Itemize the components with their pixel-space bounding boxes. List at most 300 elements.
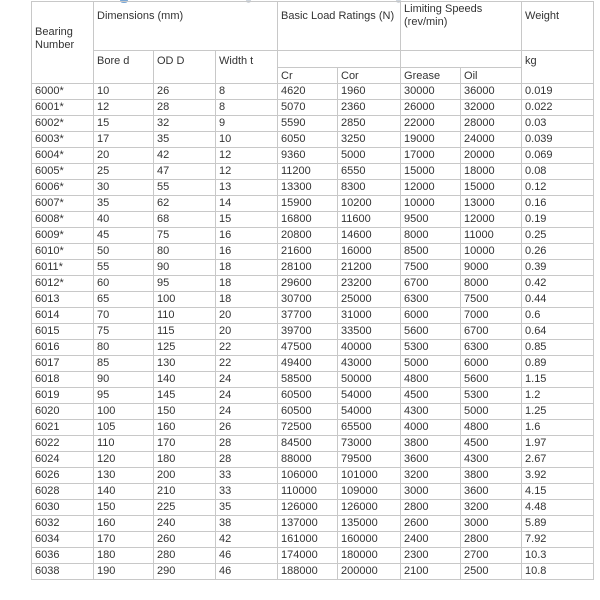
cell-cor: 135000: [338, 516, 401, 532]
table-row: [32, 324, 594, 340]
table-row: [32, 116, 594, 132]
table-row: [32, 132, 594, 148]
cell-grease: 7500: [401, 260, 461, 276]
cell-cr: 126000: [278, 500, 338, 516]
cell-width: 28: [216, 436, 278, 452]
cell-bore: 15: [94, 116, 154, 132]
cell-cr: 5070: [278, 100, 338, 116]
cell-od: 225: [154, 500, 216, 516]
col-header-limiting-speeds: Limiting Speeds (rev/min): [401, 2, 522, 51]
cell-cor: 50000: [338, 372, 401, 388]
cell-cr: 137000: [278, 516, 338, 532]
cell-width: 38: [216, 516, 278, 532]
table-header: [32, 2, 594, 84]
cell-cr: 11200: [278, 164, 338, 180]
cell-width: 18: [216, 276, 278, 292]
cell-cor: 1960: [338, 84, 401, 100]
cell-cr: 9360: [278, 148, 338, 164]
cell-grease: 6000: [401, 308, 461, 324]
cell-cor: 43000: [338, 356, 401, 372]
cell-bore: 20: [94, 148, 154, 164]
cell-weight: 0.039: [522, 132, 594, 148]
table-row: [32, 436, 594, 452]
cell-od: 55: [154, 180, 216, 196]
cell-cr: 47500: [278, 340, 338, 356]
cell-od: 210: [154, 484, 216, 500]
cell-bearing-number: 6003*: [32, 132, 94, 148]
cell-oil: 7500: [461, 292, 522, 308]
cell-bore: 180: [94, 548, 154, 564]
cell-cor: 160000: [338, 532, 401, 548]
cell-width: 18: [216, 260, 278, 276]
cell-cr: 4620: [278, 84, 338, 100]
table-row: [32, 452, 594, 468]
col-header-grease: Grease: [401, 68, 461, 84]
cell-cor: 2360: [338, 100, 401, 116]
cell-grease: 22000: [401, 116, 461, 132]
cell-grease: 26000: [401, 100, 461, 116]
cell-cor: 10200: [338, 196, 401, 212]
cell-cr: 21600: [278, 244, 338, 260]
cell-cr: 88000: [278, 452, 338, 468]
cell-grease: 8500: [401, 244, 461, 260]
table-row: [32, 420, 594, 436]
cell-cor: 79500: [338, 452, 401, 468]
cell-cr: 29600: [278, 276, 338, 292]
cell-bore: 80: [94, 340, 154, 356]
cell-width: 12: [216, 164, 278, 180]
cell-cor: 21200: [338, 260, 401, 276]
cell-od: 90: [154, 260, 216, 276]
cell-grease: 4300: [401, 404, 461, 420]
cell-cr: 106000: [278, 468, 338, 484]
cell-od: 170: [154, 436, 216, 452]
cell-od: 290: [154, 564, 216, 580]
cell-bearing-number: 6017: [32, 356, 94, 372]
cell-oil: 2500: [461, 564, 522, 580]
cell-bore: 130: [94, 468, 154, 484]
table-row: [32, 244, 594, 260]
table-row: [32, 276, 594, 292]
cell-weight: 0.44: [522, 292, 594, 308]
cell-bore: 140: [94, 484, 154, 500]
table-row: [32, 148, 594, 164]
cell-oil: 3800: [461, 468, 522, 484]
cell-grease: 2300: [401, 548, 461, 564]
cell-width: 20: [216, 324, 278, 340]
cell-oil: 24000: [461, 132, 522, 148]
cell-bearing-number: 6020: [32, 404, 94, 420]
cell-weight: 4.15: [522, 484, 594, 500]
cell-weight: 0.25: [522, 228, 594, 244]
cell-cr: 60500: [278, 388, 338, 404]
cell-width: 14: [216, 196, 278, 212]
table-row: [32, 100, 594, 116]
table-row: [32, 372, 594, 388]
cell-od: 200: [154, 468, 216, 484]
cell-cr: 13300: [278, 180, 338, 196]
col-header-od: OD D: [154, 51, 216, 84]
cell-bearing-number: 6014: [32, 308, 94, 324]
table-row: [32, 340, 594, 356]
cell-weight: 2.67: [522, 452, 594, 468]
col-header-load-spacer: [278, 51, 401, 68]
cell-oil: 15000: [461, 180, 522, 196]
cell-od: 140: [154, 372, 216, 388]
col-header-bore: Bore d: [94, 51, 154, 84]
cell-grease: 4000: [401, 420, 461, 436]
cell-bore: 170: [94, 532, 154, 548]
cell-grease: 5600: [401, 324, 461, 340]
cell-cr: 58500: [278, 372, 338, 388]
col-header-speed-spacer: [401, 51, 522, 68]
cell-width: 42: [216, 532, 278, 548]
cell-bearing-number: 6024: [32, 452, 94, 468]
cell-width: 35: [216, 500, 278, 516]
cell-grease: 9500: [401, 212, 461, 228]
cell-od: 110: [154, 308, 216, 324]
cell-weight: 0.03: [522, 116, 594, 132]
cell-grease: 4800: [401, 372, 461, 388]
cell-cor: 33500: [338, 324, 401, 340]
cell-cr: 188000: [278, 564, 338, 580]
col-header-kg: kg: [522, 51, 594, 84]
cell-weight: 0.019: [522, 84, 594, 100]
cell-bore: 95: [94, 388, 154, 404]
cell-od: 62: [154, 196, 216, 212]
cell-cor: 101000: [338, 468, 401, 484]
cell-weight: 1.2: [522, 388, 594, 404]
cell-width: 26: [216, 420, 278, 436]
cell-oil: 32000: [461, 100, 522, 116]
cell-od: 180: [154, 452, 216, 468]
cell-grease: 15000: [401, 164, 461, 180]
cell-width: 46: [216, 548, 278, 564]
cell-oil: 5600: [461, 372, 522, 388]
cell-cor: 23200: [338, 276, 401, 292]
col-header-cor: Cor: [338, 68, 401, 84]
cell-od: 115: [154, 324, 216, 340]
cell-oil: 28000: [461, 116, 522, 132]
table-row: [32, 196, 594, 212]
cell-bore: 50: [94, 244, 154, 260]
cell-bearing-number: 6036: [32, 548, 94, 564]
cell-oil: 6000: [461, 356, 522, 372]
cell-width: 10: [216, 132, 278, 148]
cell-cr: 39700: [278, 324, 338, 340]
table-row: [32, 260, 594, 276]
cell-oil: 6700: [461, 324, 522, 340]
cell-width: 12: [216, 148, 278, 164]
cell-bearing-number: 6019: [32, 388, 94, 404]
cell-oil: 2800: [461, 532, 522, 548]
cell-grease: 5300: [401, 340, 461, 356]
cell-cr: 16800: [278, 212, 338, 228]
cell-grease: 6700: [401, 276, 461, 292]
cell-cor: 40000: [338, 340, 401, 356]
cell-weight: 0.16: [522, 196, 594, 212]
cell-grease: 19000: [401, 132, 461, 148]
cell-cor: 54000: [338, 388, 401, 404]
cell-width: 33: [216, 468, 278, 484]
cell-weight: 3.92: [522, 468, 594, 484]
table-row: [32, 564, 594, 580]
cell-bearing-number: 6001*: [32, 100, 94, 116]
cell-grease: 2800: [401, 500, 461, 516]
cell-cor: 73000: [338, 436, 401, 452]
cell-bore: 10: [94, 84, 154, 100]
cell-bearing-number: 6013: [32, 292, 94, 308]
cell-cr: 60500: [278, 404, 338, 420]
cell-cr: 30700: [278, 292, 338, 308]
cell-weight: 1.15: [522, 372, 594, 388]
cell-cor: 200000: [338, 564, 401, 580]
cell-bearing-number: 6009*: [32, 228, 94, 244]
col-header-bearing-number: Bearing Number: [32, 2, 94, 84]
cell-width: 28: [216, 452, 278, 468]
cell-oil: 10000: [461, 244, 522, 260]
cell-bearing-number: 6015: [32, 324, 94, 340]
cell-grease: 4500: [401, 388, 461, 404]
cell-oil: 13000: [461, 196, 522, 212]
cell-od: 80: [154, 244, 216, 260]
cell-oil: 8000: [461, 276, 522, 292]
cell-cor: 3250: [338, 132, 401, 148]
cell-weight: 0.022: [522, 100, 594, 116]
cell-oil: 7000: [461, 308, 522, 324]
cell-weight: 10.8: [522, 564, 594, 580]
cell-cor: 65500: [338, 420, 401, 436]
col-header-load-ratings: Basic Load Ratings (N): [278, 2, 401, 51]
table-body: [32, 84, 594, 580]
cell-weight: 0.85: [522, 340, 594, 356]
cell-cor: 180000: [338, 548, 401, 564]
cell-cr: 72500: [278, 420, 338, 436]
cell-weight: 1.6: [522, 420, 594, 436]
cell-grease: 8000: [401, 228, 461, 244]
cell-bearing-number: 6032: [32, 516, 94, 532]
cell-weight: 0.42: [522, 276, 594, 292]
cell-bearing-number: 6028: [32, 484, 94, 500]
cell-oil: 4300: [461, 452, 522, 468]
cell-od: 260: [154, 532, 216, 548]
cell-weight: 10.3: [522, 548, 594, 564]
cell-bore: 35: [94, 196, 154, 212]
cell-width: 8: [216, 100, 278, 116]
table-row: [32, 500, 594, 516]
table-row: [32, 212, 594, 228]
cell-cr: 5590: [278, 116, 338, 132]
cell-grease: 3000: [401, 484, 461, 500]
cell-bearing-number: 6018: [32, 372, 94, 388]
cell-cr: 174000: [278, 548, 338, 564]
cell-width: 15: [216, 212, 278, 228]
cell-bearing-number: 6021: [32, 420, 94, 436]
cell-bore: 150: [94, 500, 154, 516]
cell-cor: 2850: [338, 116, 401, 132]
cell-oil: 5300: [461, 388, 522, 404]
cell-bearing-number: 6000*: [32, 84, 94, 100]
table-row: [32, 180, 594, 196]
cell-width: 33: [216, 484, 278, 500]
cell-cr: 37700: [278, 308, 338, 324]
cell-od: 26: [154, 84, 216, 100]
table-row: [32, 484, 594, 500]
table-row: [32, 548, 594, 564]
cell-width: 20: [216, 308, 278, 324]
col-header-oil: Oil: [461, 68, 522, 84]
cell-width: 24: [216, 388, 278, 404]
table-row: [32, 356, 594, 372]
cell-grease: 2600: [401, 516, 461, 532]
cell-width: 9: [216, 116, 278, 132]
cell-cor: 11600: [338, 212, 401, 228]
table-row: [32, 228, 594, 244]
bearing-spec-table: [31, 1, 594, 580]
cell-bore: 120: [94, 452, 154, 468]
cell-oil: 4800: [461, 420, 522, 436]
cell-bore: 45: [94, 228, 154, 244]
table-row: [32, 516, 594, 532]
cell-weight: 0.12: [522, 180, 594, 196]
col-header-cr: Cr: [278, 68, 338, 84]
cell-bearing-number: 6026: [32, 468, 94, 484]
cell-bore: 75: [94, 324, 154, 340]
cell-weight: 7.92: [522, 532, 594, 548]
cell-grease: 3800: [401, 436, 461, 452]
cell-oil: 2700: [461, 548, 522, 564]
cell-bearing-number: 6007*: [32, 196, 94, 212]
cell-grease: 5000: [401, 356, 461, 372]
cell-cor: 126000: [338, 500, 401, 516]
cell-cor: 16000: [338, 244, 401, 260]
cell-od: 47: [154, 164, 216, 180]
table-row: [32, 308, 594, 324]
cell-cor: 54000: [338, 404, 401, 420]
cell-bearing-number: 6005*: [32, 164, 94, 180]
cell-bore: 30: [94, 180, 154, 196]
cell-oil: 3200: [461, 500, 522, 516]
cell-weight: 0.6: [522, 308, 594, 324]
cell-od: 125: [154, 340, 216, 356]
cell-cr: 161000: [278, 532, 338, 548]
cell-od: 95: [154, 276, 216, 292]
cell-bore: 12: [94, 100, 154, 116]
cell-bearing-number: 6008*: [32, 212, 94, 228]
cell-oil: 12000: [461, 212, 522, 228]
cell-cor: 31000: [338, 308, 401, 324]
cell-weight: 0.19: [522, 212, 594, 228]
cell-cr: 20800: [278, 228, 338, 244]
cell-grease: 3200: [401, 468, 461, 484]
cell-od: 145: [154, 388, 216, 404]
cell-od: 42: [154, 148, 216, 164]
cell-width: 22: [216, 356, 278, 372]
cell-bearing-number: 6012*: [32, 276, 94, 292]
cell-cr: 49400: [278, 356, 338, 372]
cell-od: 240: [154, 516, 216, 532]
cell-bearing-number: 6010*: [32, 244, 94, 260]
col-header-weight: Weight: [522, 2, 594, 51]
cell-grease: 10000: [401, 196, 461, 212]
cell-cor: 8300: [338, 180, 401, 196]
cell-grease: 3600: [401, 452, 461, 468]
cell-weight: 0.64: [522, 324, 594, 340]
cell-oil: 11000: [461, 228, 522, 244]
cell-bore: 160: [94, 516, 154, 532]
cell-oil: 36000: [461, 84, 522, 100]
cell-width: 16: [216, 244, 278, 260]
cell-cr: 28100: [278, 260, 338, 276]
cell-oil: 5000: [461, 404, 522, 420]
cell-weight: 0.08: [522, 164, 594, 180]
cell-width: 24: [216, 372, 278, 388]
table-row: [32, 468, 594, 484]
cell-grease: 6300: [401, 292, 461, 308]
cell-weight: 0.26: [522, 244, 594, 260]
cell-weight: 0.89: [522, 356, 594, 372]
cell-weight: 1.97: [522, 436, 594, 452]
cell-cor: 25000: [338, 292, 401, 308]
cell-bore: 190: [94, 564, 154, 580]
table-row: [32, 292, 594, 308]
cell-grease: 2100: [401, 564, 461, 580]
cell-bore: 17: [94, 132, 154, 148]
cell-bearing-number: 6034: [32, 532, 94, 548]
cell-bearing-number: 6002*: [32, 116, 94, 132]
cell-width: 16: [216, 228, 278, 244]
cell-od: 100: [154, 292, 216, 308]
cell-od: 280: [154, 548, 216, 564]
cell-cr: 110000: [278, 484, 338, 500]
cell-width: 8: [216, 84, 278, 100]
col-header-dimensions: Dimensions (mm): [94, 2, 278, 51]
cell-od: 68: [154, 212, 216, 228]
cell-weight: 5.89: [522, 516, 594, 532]
cell-cr: 6050: [278, 132, 338, 148]
cell-bore: 110: [94, 436, 154, 452]
cell-width: 24: [216, 404, 278, 420]
cell-od: 28: [154, 100, 216, 116]
cell-weight: 0.39: [522, 260, 594, 276]
cell-oil: 20000: [461, 148, 522, 164]
cell-weight: 0.069: [522, 148, 594, 164]
cell-oil: 3600: [461, 484, 522, 500]
cell-cor: 109000: [338, 484, 401, 500]
cell-bearing-number: 6016: [32, 340, 94, 356]
cell-bore: 25: [94, 164, 154, 180]
cell-bore: 40: [94, 212, 154, 228]
cell-bearing-number: 6022: [32, 436, 94, 452]
cell-oil: 3000: [461, 516, 522, 532]
cell-bore: 70: [94, 308, 154, 324]
cell-grease: 12000: [401, 180, 461, 196]
table-row: [32, 404, 594, 420]
cell-oil: 6300: [461, 340, 522, 356]
cell-bearing-number: 6006*: [32, 180, 94, 196]
cell-width: 46: [216, 564, 278, 580]
table-row: [32, 84, 594, 100]
cell-od: 160: [154, 420, 216, 436]
cell-bore: 105: [94, 420, 154, 436]
table-row: [32, 532, 594, 548]
cell-width: 18: [216, 292, 278, 308]
cell-bearing-number: 6038: [32, 564, 94, 580]
cell-bore: 60: [94, 276, 154, 292]
cell-grease: 30000: [401, 84, 461, 100]
cell-width: 22: [216, 340, 278, 356]
cell-od: 75: [154, 228, 216, 244]
